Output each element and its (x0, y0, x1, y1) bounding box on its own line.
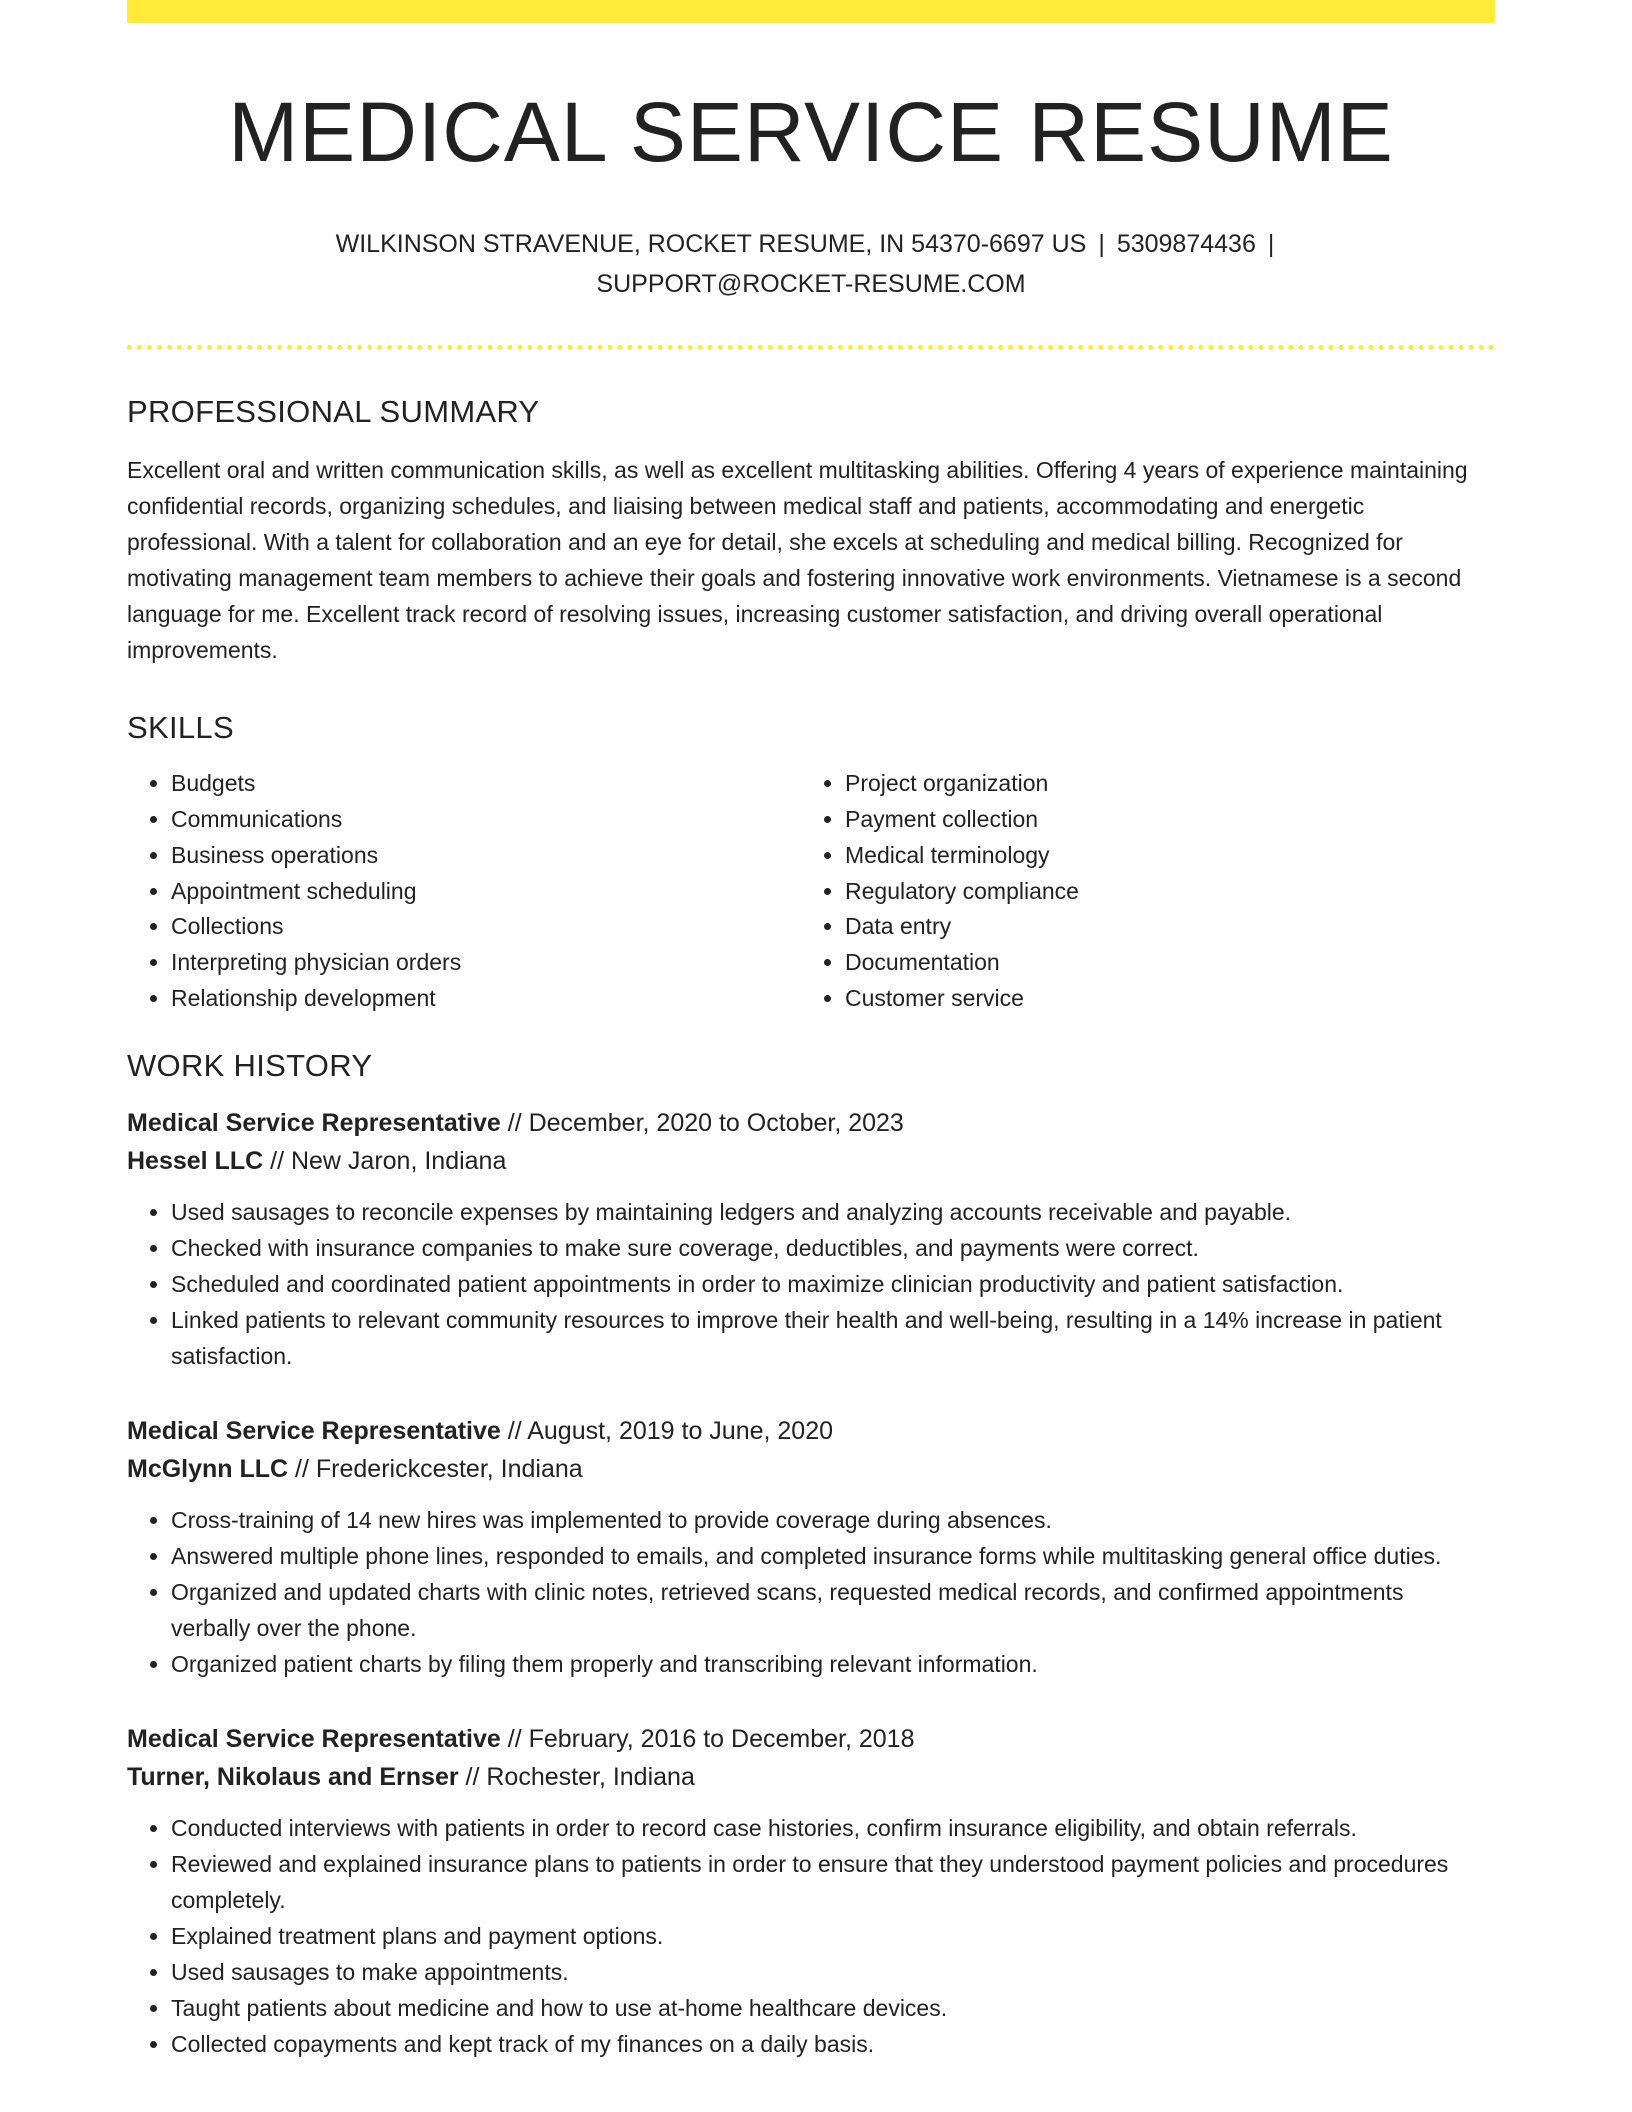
job-title-line (127, 1720, 1495, 1758)
contact-line-2 (127, 264, 1495, 304)
skill-item: • Medical terminology (845, 838, 1475, 874)
job-bullet: • Organized patient charts by filing them properly and transcribing relevant information. (171, 1646, 1495, 1682)
skill-item: • Customer service (845, 981, 1475, 1017)
job-bullet: • Cross-training of 14 new hires was implemented to provide coverage during absences. (171, 1502, 1495, 1538)
job-dates: // August, 2019 to June, 2020 (500, 1417, 834, 1446)
job-company: Hessel LLC (127, 1147, 264, 1176)
skill-item: • Interpreting physician orders (171, 945, 801, 981)
job-title: Medical Service Representative (127, 1725, 501, 1754)
job-bullet: • Taught patients about medicine and how to use at-home healthcare devices. (171, 1990, 1495, 2026)
skills-columns (127, 766, 1495, 1016)
separator: | (1267, 230, 1275, 259)
job-bullet: • Checked with insurance companies to make sure coverage, deductibles, and payments were correct. (171, 1230, 1495, 1266)
job-company: McGlynn LLC (127, 1455, 289, 1484)
skills-list-right (801, 766, 1475, 1016)
skill-item: • Appointment scheduling (171, 874, 801, 910)
job-entry-3 (127, 1720, 1495, 2062)
job-company-line (127, 1758, 1495, 1796)
contact-line-1 (127, 224, 1495, 264)
work-history-heading: WORK HISTORY (127, 1048, 373, 1084)
address: WILKINSON STRAVENUE, ROCKET RESUME, IN 54370-6697 US (335, 230, 1087, 259)
job-title: Medical Service Representative (127, 1109, 501, 1138)
job-dates: // December, 2020 to October, 2023 (500, 1109, 904, 1138)
job-location: // Frederickcester, Indiana (288, 1455, 583, 1484)
skill-item: • Regulatory compliance (845, 874, 1475, 910)
job-bullet: • Used sausages to make appointments. (171, 1954, 1495, 1990)
skill-item: • Project organization (845, 766, 1475, 802)
job-title-line (127, 1412, 1495, 1450)
skills-list-left (127, 766, 801, 1016)
skill-item: • Data entry (845, 909, 1475, 945)
job-title: Medical Service Representative (127, 1417, 501, 1446)
resume-title: MEDICAL SERVICE RESUME (228, 85, 1394, 179)
job-bullets (127, 1810, 1495, 2062)
job-bullet: • Collected copayments and kept track of my finances on a daily basis. (171, 2026, 1495, 2062)
job-entry-2 (127, 1412, 1495, 1682)
phone: 5309874436 (1116, 230, 1256, 259)
job-company: Turner, Nikolaus and Ernser (127, 1763, 459, 1792)
job-bullet: • Conducted interviews with patients in order to record case histories, confirm insurance eligibility, and obtain referrals. (171, 1810, 1495, 1846)
separator: | (1098, 230, 1105, 259)
job-title-line (127, 1104, 1495, 1142)
job-bullets (127, 1502, 1495, 1682)
job-entry-1 (127, 1104, 1495, 1374)
job-bullet: • Explained treatment plans and payment options. (171, 1918, 1495, 1954)
resume-page (127, 0, 1495, 2062)
skill-item: • Documentation (845, 945, 1475, 981)
job-bullet: • Used sausages to reconcile expenses by maintaining ledgers and analyzing accounts receivable and payable. (171, 1194, 1495, 1230)
summary-text: Excellent oral and written communication skills, as well as excellent multitasking abilities. Offering 4 years of experience maintaining confidential records, organizing schedules, and liaising between medical staff and patients, accommodating and energetic professional. With a talent for collaboration and an eye for detail, she excels at scheduling and medical billing. Recognized for motivating management team members to achieve their goals and fostering innovative work environments. Vietnamese is a second language for me. Excellent track record of resolving issues, increasing customer satisfaction, and driving overall operational improvements. (127, 457, 1468, 664)
job-bullet: • Answered multiple phone lines, responded to emails, and completed insurance forms while multitasking general office duties. (171, 1538, 1495, 1574)
job-bullet: • Linked patients to relevant community resources to improve their health and well-being, resulting in a 14% increase in patient satisfaction. (171, 1302, 1495, 1374)
summary-heading: PROFESSIONAL SUMMARY (127, 394, 540, 430)
skill-item: • Collections (171, 909, 801, 945)
top-accent-bar (127, 0, 1495, 23)
skill-item: • Budgets (171, 766, 801, 802)
job-location: // New Jaron, Indiana (263, 1147, 507, 1176)
dotted-divider (127, 345, 1495, 350)
skill-item: • Payment collection (845, 802, 1475, 838)
job-bullet: • Reviewed and explained insurance plans to patients in order to ensure that they understood payment policies and procedures completely. (171, 1846, 1495, 1918)
skill-item: • Communications (171, 802, 801, 838)
job-bullets (127, 1194, 1495, 1374)
skill-item: • Business operations (171, 838, 801, 874)
skill-item: • Relationship development (171, 981, 801, 1017)
job-company-line (127, 1142, 1495, 1180)
job-company-line (127, 1450, 1495, 1488)
skills-heading: SKILLS (127, 710, 234, 746)
email: SUPPORT@ROCKET-RESUME.COM (596, 270, 1026, 299)
job-bullet: • Scheduled and coordinated patient appointments in order to maximize clinician productivity and patient satisfaction. (171, 1266, 1495, 1302)
contact-info (127, 224, 1495, 304)
job-location: // Rochester, Indiana (458, 1763, 695, 1792)
job-dates: // February, 2016 to December, 2018 (500, 1725, 915, 1754)
job-bullet: • Organized and updated charts with clinic notes, retrieved scans, requested medical records, and confirmed appointments verbally over the phone. (171, 1574, 1495, 1646)
